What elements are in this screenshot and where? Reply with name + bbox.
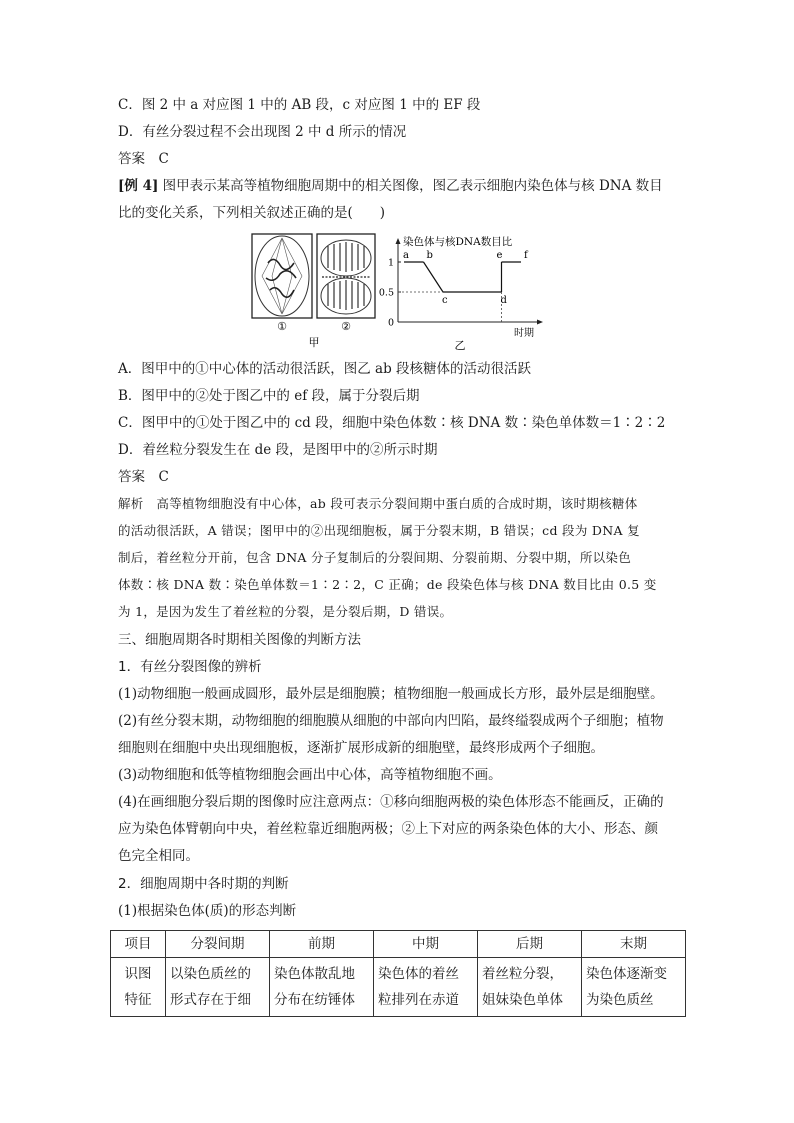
cell-line1: 染色体散乱地: [274, 966, 355, 982]
example4-tag: [例 4]: [118, 178, 159, 194]
example4-answer: 答案 C: [118, 469, 169, 485]
cell-line1: 以染色质丝的: [170, 966, 251, 982]
section3-p3: (3)动物细胞和低等植物细胞会画出中心体，高等植物细胞不画。: [118, 767, 502, 783]
y-tick-label: 0: [387, 317, 394, 329]
table-header-cell: 中期: [374, 931, 478, 958]
section3-p1: (1)动物细胞一般画成圆形，最外层是细胞膜；植物细胞一般画成长方形，最外层是细胞壁。: [118, 686, 664, 702]
cell1-diagram: [252, 234, 312, 318]
row-label-line1: 识图: [124, 966, 152, 982]
table-header-row: [111, 931, 686, 958]
chart-title: 染色体与核DNA数目比: [403, 236, 513, 248]
table-header-cell: 分裂间期: [166, 931, 270, 958]
cell-line1: 着丝粒分裂，: [482, 966, 563, 982]
example4-option-c: C．图甲中的①处于图乙中的 cd 段，细胞中染色体数∶核 DNA 数∶染色单体数＝1∶2∶2: [118, 415, 666, 431]
table-header-cell: 后期: [478, 931, 582, 958]
cell1-label: ①: [277, 320, 287, 333]
y-tick-label: 1: [387, 257, 394, 269]
analysis-line1: 解析 高等植物细胞没有中心体，ab 段可表示分裂间期中蛋白质的合成时期，该时期核糖体: [118, 496, 638, 511]
ratio-chart: [379, 238, 543, 329]
section3-sub2: 2．细胞周期中各时期的判断: [118, 876, 289, 892]
section3-p2-line2: 细胞则在细胞中央出现细胞板，逐渐扩展形成新的细胞壁，最终形成两个子细胞。: [118, 740, 604, 756]
analysis-line4: 体数∶核 DNA 数∶染色单体数＝1∶2∶2，C 正确；de 段染色体与核 DNA 数目比由 0.5 变: [118, 577, 657, 592]
cell-line2: 粒排列在赤道: [378, 992, 459, 1008]
table-cell-metaphase: [374, 958, 478, 1017]
y-tick-label: 0.5: [378, 287, 394, 299]
table-cell-telophase: [582, 958, 686, 1017]
row-label-line2: 特征: [124, 992, 152, 1008]
point-label-c: c: [442, 295, 448, 306]
section3-p4-line3: 色完全相同。: [118, 848, 199, 864]
analysis-line3: 制后，着丝粒分开前，包含 DNA 分子复制后的分裂间期、分裂前期、分裂中期，所以染色: [118, 550, 632, 565]
example4-figure: [250, 228, 555, 353]
chart-x-label: 时期: [514, 328, 534, 339]
cell-line1: 染色体逐渐变: [586, 966, 667, 982]
cell2-label: ②: [341, 320, 351, 333]
example4-question-text: 图甲表示某高等植物细胞周期中的相关图像，图乙表示细胞内染色体与核 DNA 数目: [162, 178, 663, 194]
section3-p2-line1: (2)有丝分裂末期，动物细胞的细胞膜从细胞的中部向内凹陷，最终缢裂成两个子细胞；植物: [118, 713, 664, 729]
example4-question-line2: 比的变化关系，下列相关叙述正确的是( ): [118, 205, 386, 221]
table-cell-anaphase: [478, 958, 582, 1017]
point-label-f: f: [524, 250, 528, 261]
point-label-a: a: [403, 250, 409, 261]
table-header-cell: 项目: [111, 931, 166, 958]
example4-option-a: A．图甲中的①中心体的活动很活跃，图乙 ab 段核糖体的活动很活跃: [118, 361, 532, 377]
right-caption: 乙: [454, 339, 466, 352]
point-label-b: b: [426, 250, 433, 261]
table-cell-prophase: [270, 958, 374, 1017]
cell-line2: 为染色质丝: [586, 992, 654, 1008]
option-c-prev: C．图 2 中 a 对应图 1 中的 AB 段，c 对应图 1 中的 EF 段: [118, 97, 481, 113]
example4-option-b: B．图甲中的②处于图乙中的 ef 段，属于分裂后期: [118, 388, 420, 404]
section3-title: 三、细胞周期各时期相关图像的判断方法: [118, 632, 361, 648]
table-header-cell: 前期: [270, 931, 374, 958]
analysis-line2: 的活动很活跃，A 错误；图甲中的②出现细胞板，属于分裂末期，B 错误；cd 段为 DNA 复: [118, 523, 640, 538]
cell-line2: 形式存在于细: [170, 992, 251, 1008]
series-segment: [424, 262, 444, 292]
phase-table: [110, 930, 686, 1017]
analysis-line5: 为 1，是因为发生了着丝粒的分裂，是分裂后期，D 错误。: [118, 604, 453, 619]
section3-sub2-1: (1)根据染色体(质)的形态判断: [118, 903, 297, 919]
table-row: [111, 958, 686, 1017]
option-d-prev: D．有丝分裂过程不会出现图 2 中 d 所示的情况: [118, 124, 407, 140]
example4-option-d: D．着丝粒分裂发生在 de 段，是图甲中的②所示时期: [118, 442, 438, 458]
cell-line2: 分布在纺锤体: [274, 992, 355, 1008]
example4-question-line1: [118, 177, 663, 195]
answer-prev: 答案 C: [118, 151, 169, 167]
cell-line2: 姐妹染色单体: [482, 992, 563, 1008]
point-label-d: d: [500, 295, 507, 306]
section3-p4-line1: (4)在画细胞分裂后期的图像时应注意两点：①移向细胞两极的染色体形态不能画反，正确的: [118, 794, 664, 810]
point-label-e: e: [496, 250, 503, 261]
section3-p4-line2: 应为染色体臂朝向中央，着丝粒靠近细胞两极；②上下对应的两条染色体的大小、形态、颜: [118, 821, 658, 837]
cell-line1: 染色体的着丝: [378, 966, 459, 982]
table-header-cell: 末期: [582, 931, 686, 958]
table-cell-interphase: [166, 958, 270, 1017]
left-caption: 甲: [308, 336, 320, 349]
section3-sub1: 1．有丝分裂图像的辨析: [118, 659, 262, 675]
table-row-label: [111, 958, 166, 1017]
cell2-diagram: [317, 234, 375, 318]
